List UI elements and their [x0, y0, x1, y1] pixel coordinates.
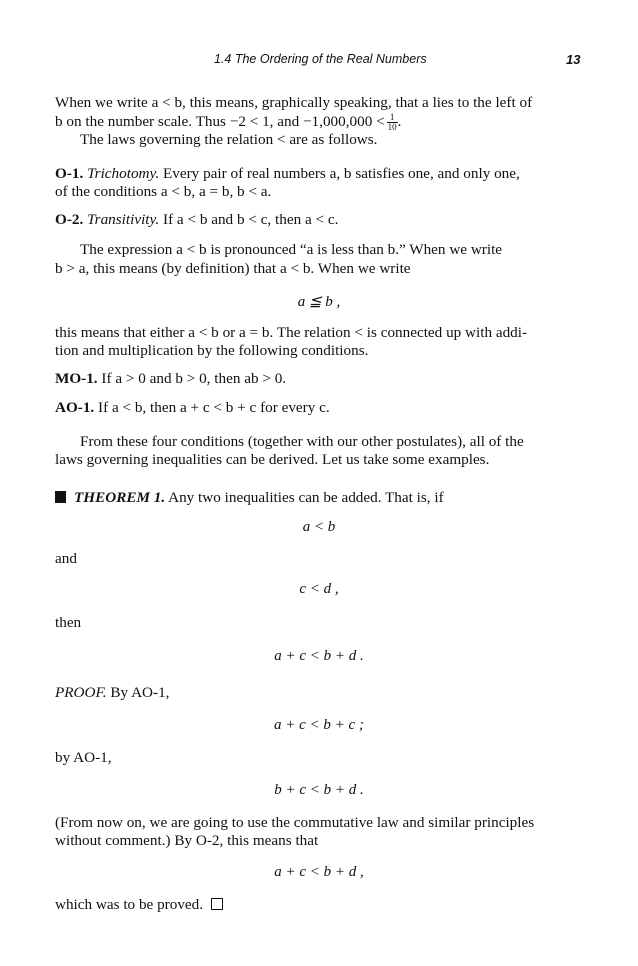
- para1-line3: The laws governing the relation < are as follows.: [80, 131, 378, 148]
- filled-square-icon: [55, 491, 66, 503]
- fraction-denominator: 10: [387, 122, 397, 133]
- fraction-one-tenth: [387, 113, 398, 132]
- mo1-text: If a > 0 and b > 0, then ab > 0.: [101, 370, 287, 387]
- proof-by: by AO-1,: [55, 749, 112, 766]
- theorem-and: and: [55, 550, 77, 567]
- proof-eq3: a + c < b + d ,: [274, 864, 364, 880]
- ao1-label: AO-1.: [55, 399, 95, 416]
- para1-line2-text: b on the number scale. Thus −2 < 1, and −1,000,000 <: [55, 113, 385, 130]
- theorem-eq2: c < d ,: [299, 581, 339, 597]
- para2-line1: The expression a < b is pronounced “a is less than b.” When we write: [80, 241, 503, 258]
- o2-label: O-2.: [55, 211, 84, 228]
- proof-eq2: b + c < b + d .: [274, 782, 364, 798]
- equation-a-le-b: a ≦ b ,: [297, 294, 341, 310]
- para2-line2: b > a, this means (by definition) that a < b. When we write: [55, 260, 411, 277]
- para3-line1: From these four conditions (together with our other postulates), all of the: [80, 433, 524, 450]
- o2-text: If a < b and b < c, then a < c.: [163, 211, 339, 228]
- proof-text: By AO-1,: [110, 684, 170, 701]
- proof-heading: PROOF.: [55, 684, 107, 701]
- theorem-text: Any two inequalities can be added. That is, if: [168, 489, 444, 506]
- para2-line4: tion and multiplication by the following conditions.: [55, 342, 369, 359]
- mo1-line: [55, 370, 286, 388]
- para1-line2: [55, 113, 401, 132]
- proof-line2: without comment.) By O-2, this means that: [55, 832, 319, 849]
- theorem-eq3: a + c < b + d .: [274, 648, 364, 664]
- proof-line: [55, 684, 169, 702]
- page-number: 13: [566, 52, 581, 67]
- ao1-text: If a < b, then a + c < b + c for every c.: [98, 399, 330, 416]
- o1-line1: [55, 165, 520, 183]
- fraction-numerator: 1: [387, 113, 398, 123]
- proof-line1: (From now on, we are going to use the commutative law and similar principles: [55, 814, 535, 831]
- proof-end-text: which was to be proved.: [55, 896, 204, 913]
- para3-line2: laws governing inequalities can be derived. Let us take some examples.: [55, 451, 490, 468]
- o2-line: [55, 211, 338, 229]
- o1-label: O-1.: [55, 165, 84, 182]
- para1-line1: When we write a < b, this means, graphically speaking, that a lies to the left of: [55, 94, 533, 111]
- o1-text: Every pair of real numbers a, b satisfies one, and only one,: [163, 165, 520, 182]
- mo1-label: MO-1.: [55, 370, 98, 387]
- para2-line3: this means that either a < b or a = b. The relation < is connected up with addi-: [55, 324, 528, 341]
- qed-square-icon: [211, 898, 223, 910]
- ao1-line: [55, 399, 330, 417]
- para1-line2-end: .: [397, 113, 402, 130]
- theorem-eq1: a < b: [302, 519, 336, 535]
- running-title: 1.4 The Ordering of the Real Numbers: [214, 52, 427, 66]
- proof-eq1: a + c < b + c ;: [274, 717, 364, 733]
- o1-line2: of the conditions a < b, a = b, b < a.: [55, 183, 272, 200]
- proof-end: [55, 896, 223, 914]
- o2-name: Transitivity.: [87, 211, 160, 228]
- theorem-then: then: [55, 614, 82, 631]
- o1-name: Trichotomy.: [87, 165, 160, 182]
- theorem-line: [55, 489, 444, 507]
- theorem-heading: THEOREM 1.: [74, 489, 166, 506]
